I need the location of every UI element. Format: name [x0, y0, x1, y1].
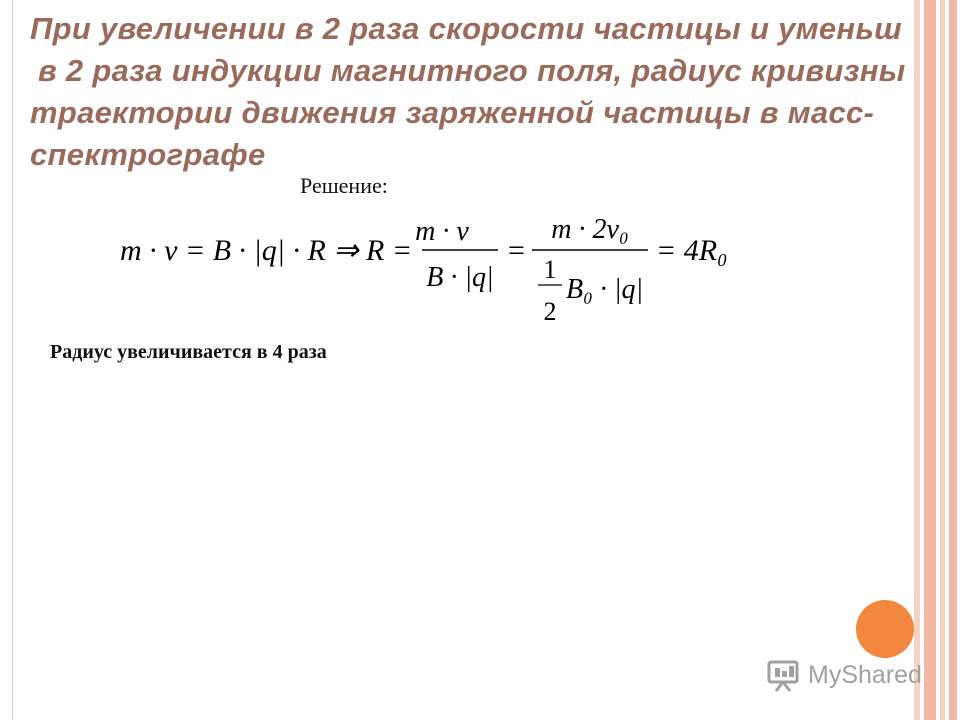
formula-part1: m · v = B · |q| · R ⇒ R = [120, 234, 413, 267]
slide-title [30, 8, 930, 176]
formula-result: = 4R₀ [656, 234, 728, 267]
formula-frac2-den-rest: B₀ · |q| [566, 274, 644, 305]
result-text: Радиус увеличивается в 4 раза [50, 341, 327, 363]
title-line-3: траектории движения заряженной частицы в масс- [30, 95, 875, 130]
slide-frame-left [0, 0, 13, 720]
formula-half-num: 1 [543, 255, 557, 284]
formula-half-den: 2 [543, 297, 557, 326]
title-line-4: спектрографе [30, 137, 266, 172]
accent-circle [856, 600, 914, 658]
title-line-1: При увеличении в 2 раза скорости частицы и уменьш [30, 11, 903, 46]
solution-label: Решение: [300, 173, 388, 198]
formula-frac1-num: m · v [415, 216, 469, 247]
watermark-logo [766, 657, 922, 693]
watermark-text: MyShared [808, 660, 922, 689]
formula [110, 196, 750, 336]
formula-eq2: = [508, 234, 525, 267]
formula-frac2-num: m · 2v₀ [551, 214, 629, 245]
presentation-board-icon [766, 658, 802, 692]
formula-frac1-den: B · |q| [426, 262, 494, 293]
title-line-2: в 2 раза индукции магнитного поля, радиус кривизны [38, 53, 906, 88]
